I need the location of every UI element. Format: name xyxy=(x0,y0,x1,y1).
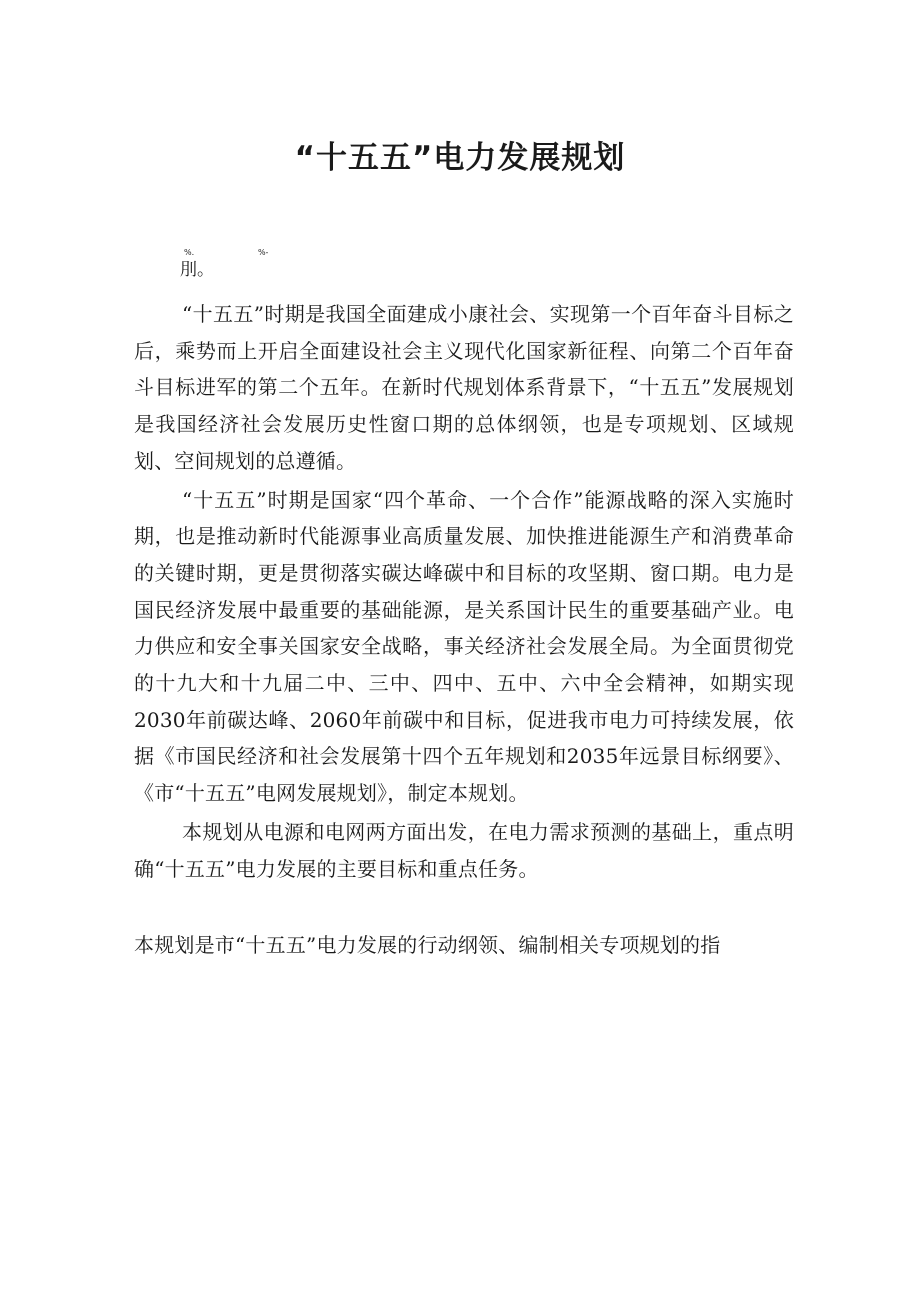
body-text xyxy=(134,296,794,964)
paragraph-guidance: 本规划是市“十五五”电力发展的行动纲领、编制相关专项规划的指 xyxy=(134,933,721,958)
heading-fragment-text: 刖。 xyxy=(180,260,214,280)
paragraph-scope: 本规划从电源和电网两方面出发，在电力需求预测的基础上，重点明确“十五五”电力发展的主要目标和重点任务。 xyxy=(134,819,794,881)
document-title: “十五五”电力发展规划 xyxy=(294,140,626,176)
preface-heading xyxy=(180,246,300,286)
heading-mark-b: %- xyxy=(258,248,269,257)
heading-mark-a: %. xyxy=(184,248,195,257)
paragraph-energy-strategy: “十五五”时期是国家“四个革命、一个合作”能源战略的深入实施时期，也是推动新时代能源事业高质量发展、加快推进能源生产和消费革命的关键时期，更是贯彻落实碳达峰碳中和目标的攻坚期、窗口期。电力是国民经济发展中最重要的基础能源，是关系国计民生的重要基础产业。电力供应和安全事关国家安全战略，事关经济社会发展全局。为全面贯彻党的十九大和十九届二中、三中、四中、五中、六中全会精神，如期实现2030年前碳达峰、2060年前碳中和目标，促进我市电力可持续发展，依据《市国民经济和社会发展第十四个五年规划和2035年远景目标纲要》、《市“十五五”电网发展规划》，制定本规划。 xyxy=(134,487,794,806)
paragraph-intro: “十五五”时期是我国全面建成小康社会、实现第一个百年奋斗目标之后，乘势而上开启全面建设社会主义现代化国家新征程、向第二个百年奋斗目标进军的第二个五年。在新时代规划体系背景下，“十五五”发展规划是我国经济社会发展历史性窗口期的总体纲领，也是专项规划、区域规划、空间规划的总遵循。 xyxy=(134,302,794,473)
